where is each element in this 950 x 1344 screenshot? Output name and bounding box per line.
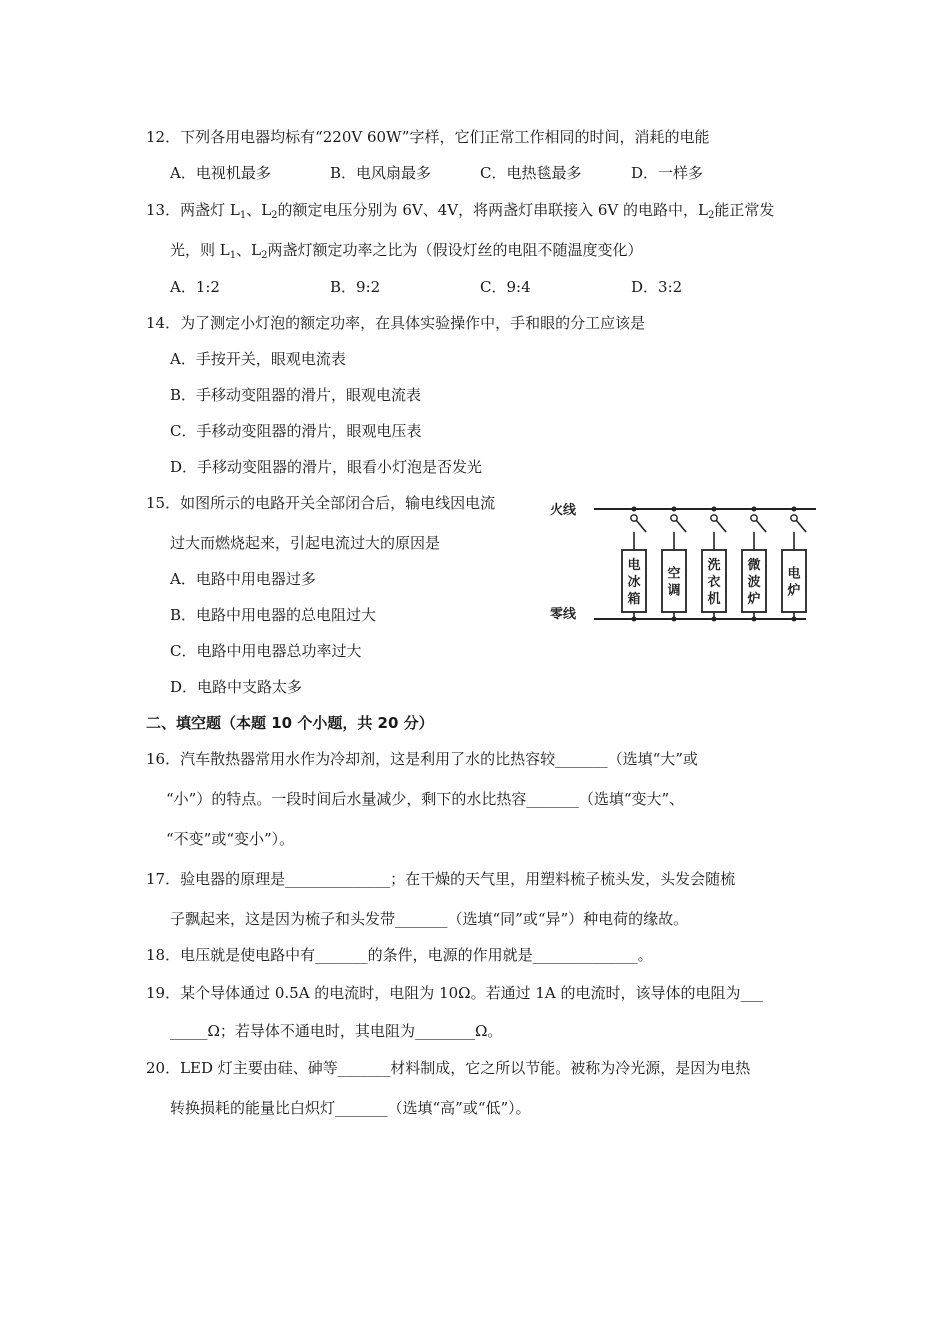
appliance-label-char: 电 xyxy=(627,558,641,573)
live-junction xyxy=(792,507,797,512)
appliance-label-char: 机 xyxy=(707,592,721,607)
appliance-label-char: 洗 xyxy=(707,558,721,573)
circuit-diagram xyxy=(548,492,818,630)
q17-line2: 子飘起来，这是因为梳子和头发带_______（选填“同”或“异”）种电荷的缘故。 xyxy=(170,910,689,928)
q15-stem-line1: 15．如图所示的电路开关全部闭合后，输电线因电流 xyxy=(146,494,496,512)
switch-blade xyxy=(636,520,646,532)
live-junction xyxy=(672,507,677,512)
q15-option-a: A．电路中用电器过多 xyxy=(170,570,316,588)
q13-stem-line1: 13．两盏灯 $L_1$、$L_2$的额定电压分别为 6V、4V，将两盏灯串联接入 6V 的电路中，$L_2$能正常发 xyxy=(146,201,775,221)
live-wire-label: 火线 xyxy=(550,503,577,518)
q12-option-d: D．一样多 xyxy=(631,164,704,182)
appliance-label-char: 箱 xyxy=(627,592,641,607)
neutral-junction xyxy=(632,617,637,622)
section2-title: 二、填空题（本题 10 个小题，共 20 分） xyxy=(146,714,434,732)
switch-blade xyxy=(796,520,806,532)
q12-option-c: C．电热毯最多 xyxy=(480,164,582,182)
appliance-label-char: 空 xyxy=(667,566,681,582)
appliance-label-char: 衣 xyxy=(707,575,721,590)
q14-option-a: A．手按开关，眼观电流表 xyxy=(170,350,346,368)
q18-line1: 18．电压就是使电路中有_______的条件，电源的作用就是______________。 xyxy=(146,946,653,964)
q15-option-c: C．电路中用电器总功率过大 xyxy=(170,642,362,660)
q14-stem: 14．为了测定小灯泡的额定功率，在具体实验操作中，手和眼的分工应该是 xyxy=(146,314,646,332)
appliance-label-char: 冰 xyxy=(627,575,641,590)
q19-line1: 19．某个导体通过 0.5A 的电流时，电阻为 10Ω。若通过 1A 的电流时，该导体的电阻为___ xyxy=(146,984,764,1002)
q12-option-b: B．电风扇最多 xyxy=(330,164,432,182)
q17-line1: 17．验电器的原理是______________；在干燥的天气里，用塑料梳子梳头发，头发会随梳 xyxy=(146,870,736,888)
q13-option-c: C．9:4 xyxy=(480,278,531,296)
switch-blade xyxy=(756,520,766,532)
appliance-label-char: 炉 xyxy=(787,583,801,599)
neutral-junction xyxy=(752,617,757,622)
live-junction xyxy=(712,507,717,512)
live-junction xyxy=(632,507,637,512)
switch-blade xyxy=(676,520,686,532)
neutral-wire-label: 零线 xyxy=(550,607,577,622)
live-junction xyxy=(752,507,757,512)
switch-blade xyxy=(716,520,726,532)
q13-option-a: A．1:2 xyxy=(170,278,220,296)
neutral-junction xyxy=(712,617,717,622)
q16-line3: “不变”或“变小”）。 xyxy=(166,830,295,848)
q13-option-b: B．9:2 xyxy=(330,278,381,296)
neutral-junction xyxy=(672,617,677,622)
q20-line2: 转换损耗的能量比白炽灯_______（选填“高”或“低”）。 xyxy=(170,1099,531,1117)
q13-option-d: D．3:2 xyxy=(631,278,683,296)
q15-option-d: D．电路中支路太多 xyxy=(170,678,303,696)
q12-stem: 12．下列各用电器均标有“220V 60W”字样，它们正常工作相同的时间，消耗的电能 xyxy=(146,128,710,146)
neutral-junction xyxy=(792,617,797,622)
q13-stem-line2: 光，则 $L_1$、$L_2$两盏灯额定功率之比为（假设灯丝的电阻不随温度变化） xyxy=(170,241,643,261)
q16-line2: “小”）的特点。一段时间后水量减少，剩下的水比热容_______（选填“变大”、 xyxy=(166,790,685,808)
appliance-branches xyxy=(622,507,806,622)
appliance-label-char: 波 xyxy=(747,575,761,590)
q15-option-b: B．电路中用电器的总电阻过大 xyxy=(170,606,377,624)
q14-option-d: D．手移动变阻器的滑片，眼看小灯泡是否发光 xyxy=(170,458,483,476)
appliance-label-char: 调 xyxy=(667,583,681,599)
q15-stem-line2: 过大而燃烧起来，引起电流过大的原因是 xyxy=(170,534,441,552)
appliance-label-char: 微 xyxy=(747,558,761,573)
q12-option-a: A．电视机最多 xyxy=(170,164,271,182)
q14-option-c: C．手移动变阻器的滑片，眼观电压表 xyxy=(170,422,422,440)
q14-option-b: B．手移动变阻器的滑片，眼观电流表 xyxy=(170,386,422,404)
q19-line2: _____Ω；若导体不通电时，其电阻为________Ω。 xyxy=(170,1022,503,1040)
appliance-label-char: 炉 xyxy=(747,592,761,607)
q16-line1: 16．汽车散热器常用水作为冷却剂，这是利用了水的比热容较_______（选填“大”或 xyxy=(146,750,698,768)
q20-line1: 20．LED 灯主要由硅、砷等_______材料制成，它之所以节能。被称为冷光源，是因为电热 xyxy=(146,1059,751,1077)
appliance-label-char: 电 xyxy=(787,566,801,582)
